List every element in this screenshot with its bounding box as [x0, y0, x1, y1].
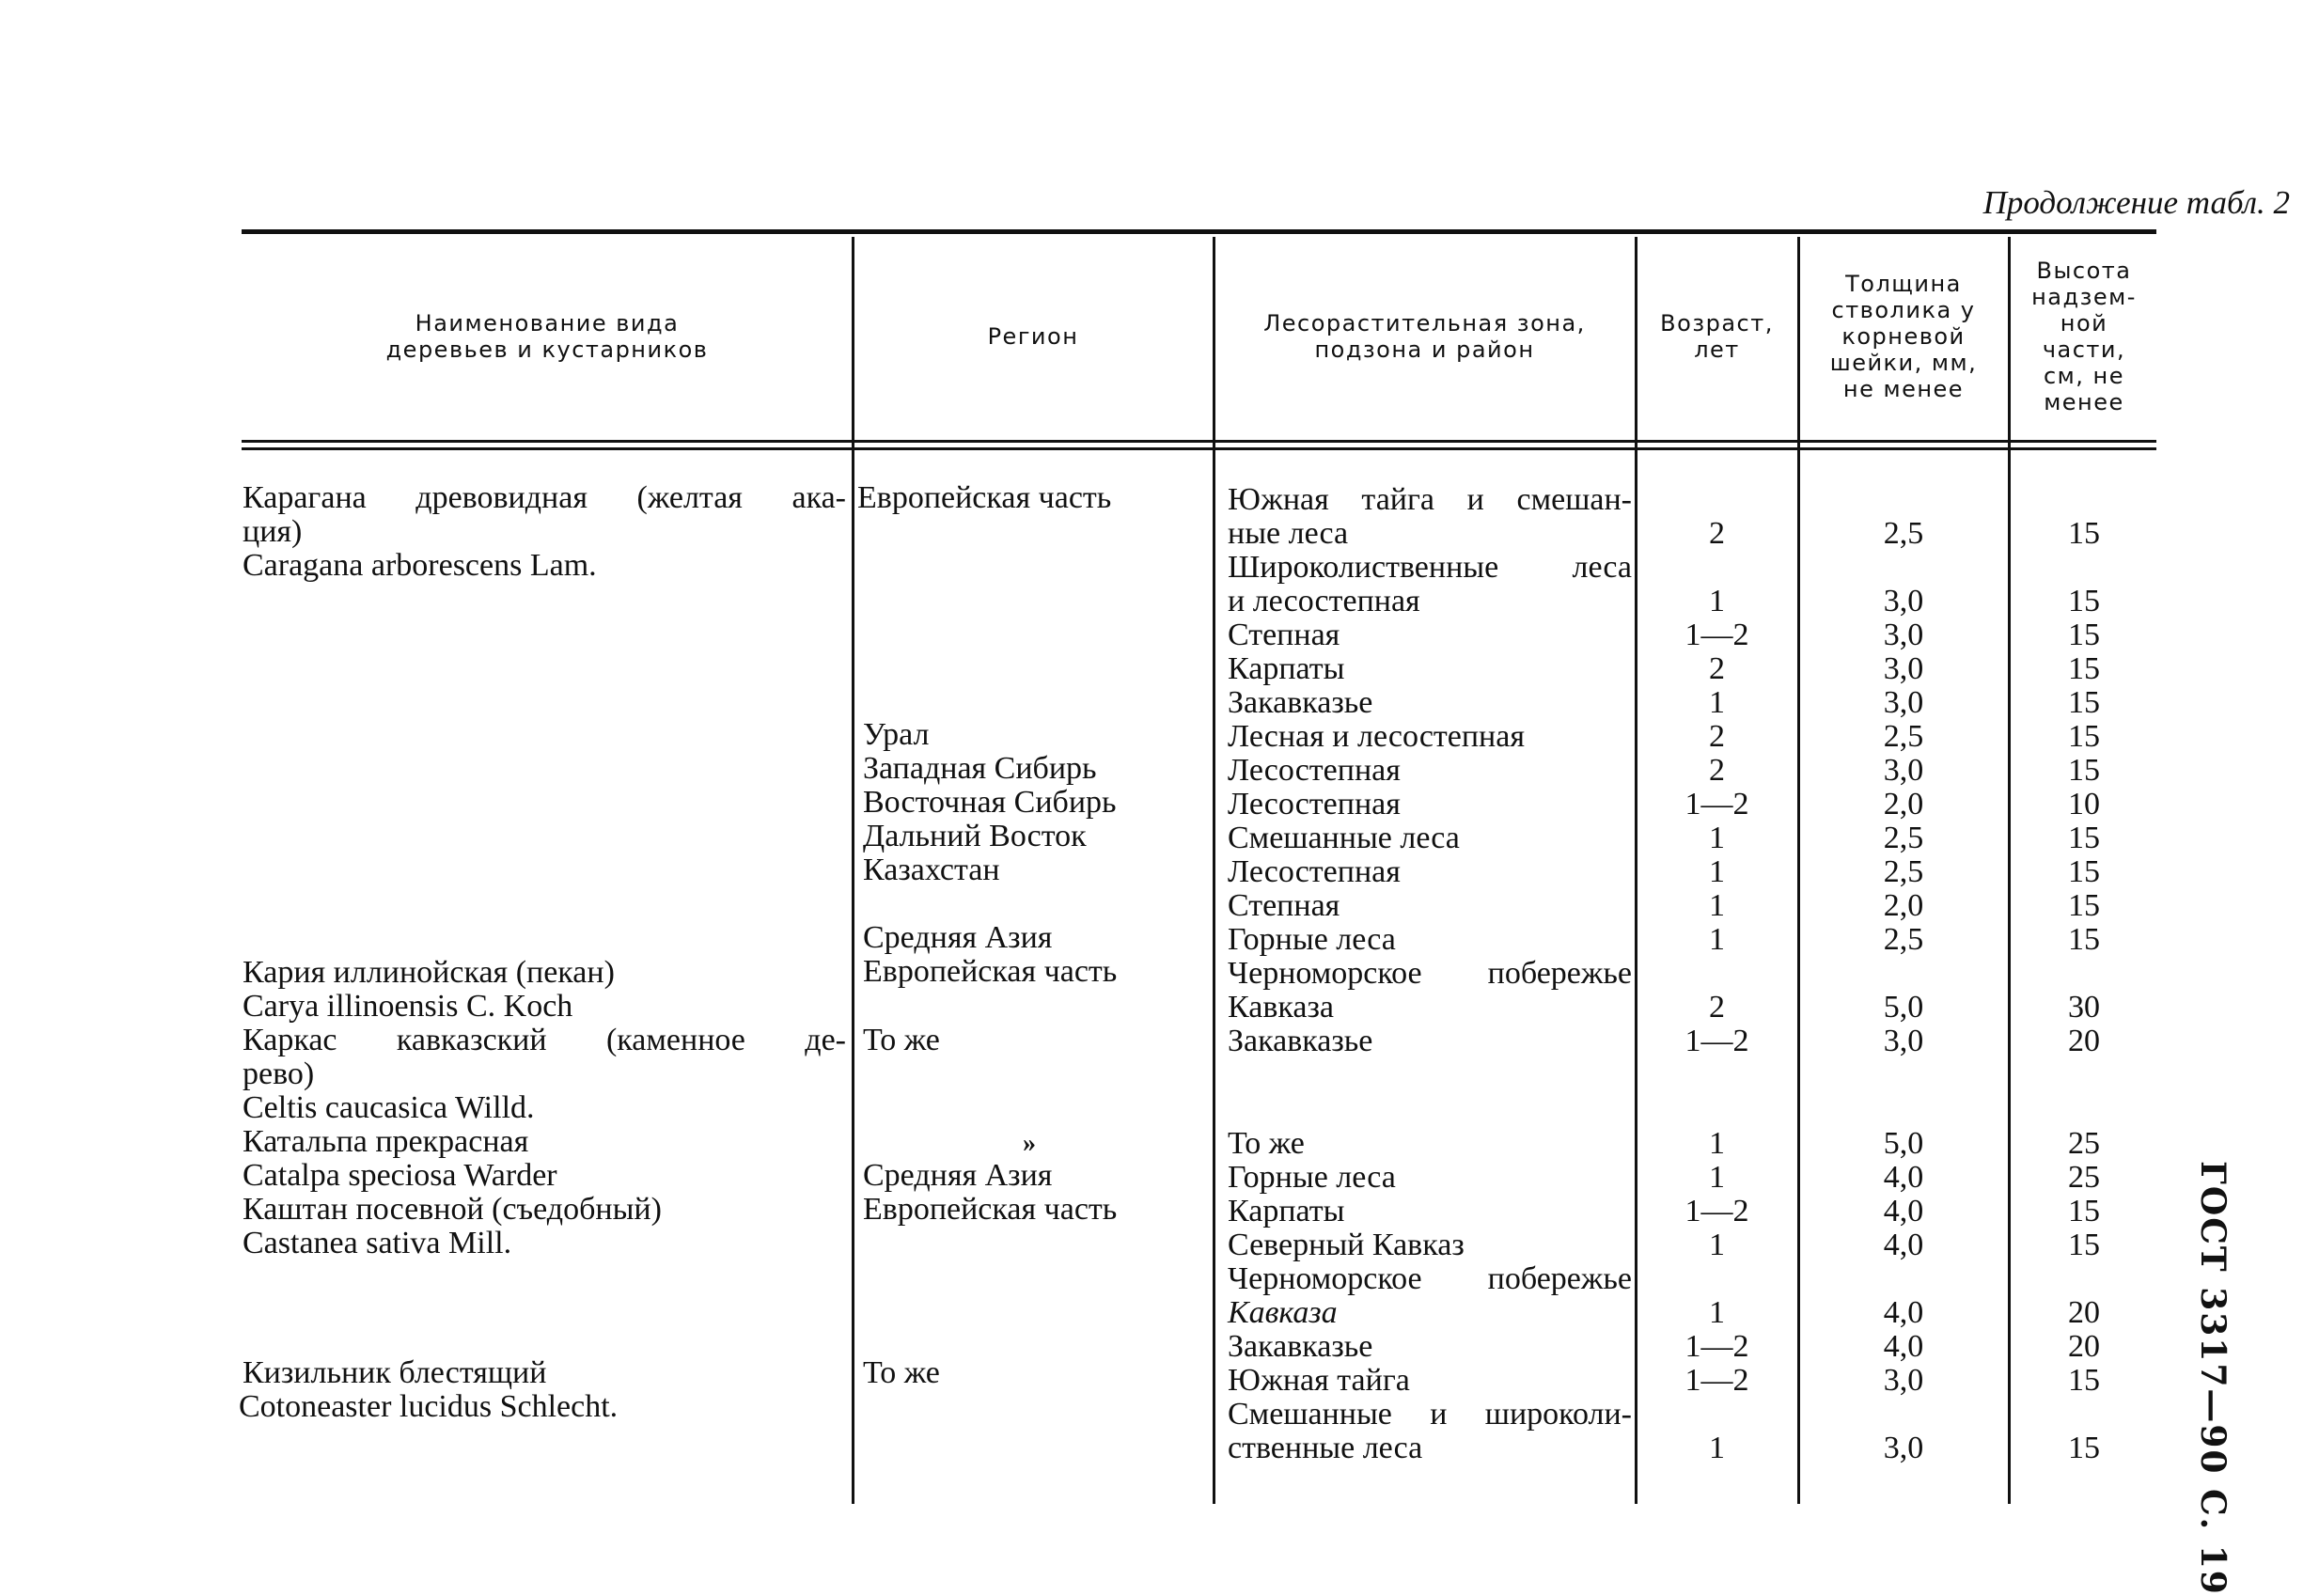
header-zone [1216, 237, 1633, 436]
value-height: 25 [2068, 1160, 2100, 1195]
value-thickness: 3,0 [1883, 1024, 1924, 1058]
zone-line: Лесная и лесостепная [1228, 719, 1525, 754]
col-divider-1 [852, 237, 854, 1504]
value-height: 15 [2068, 854, 2100, 889]
col-divider-3 [1635, 237, 1637, 1504]
value-thickness: 4,0 [1883, 1295, 1924, 1330]
value-thickness: 3,0 [1883, 618, 1924, 652]
header-thickness-line: корневой [1841, 323, 1966, 350]
value-thickness: 3,0 [1883, 651, 1924, 686]
zone-line: Горные леса [1228, 922, 1396, 957]
value-thickness: 2,0 [1883, 787, 1924, 821]
col-divider-2 [1213, 237, 1215, 1504]
value-thickness: 5,0 [1883, 990, 1924, 1025]
value-thickness: 3,0 [1883, 753, 1924, 788]
header-zone-line: подзона и район [1314, 336, 1535, 363]
zone-line: То же [1228, 1126, 1305, 1161]
region-line: Европейская часть [857, 480, 1112, 515]
zone-line: Южная тайга и смешан- [1228, 482, 1632, 517]
species-line: Catalpa speciosa Warder [243, 1158, 557, 1193]
zone-line: и лесостепная [1228, 584, 1420, 618]
value-height: 25 [2068, 1126, 2100, 1161]
value-height: 15 [2068, 651, 2100, 686]
species-line: Каштан посевной (съедобный) [243, 1192, 662, 1227]
value-age: 2 [1709, 990, 1725, 1025]
col-divider-4 [1797, 237, 1800, 1504]
value-age: 1 [1709, 1126, 1725, 1161]
species-line: рево) [243, 1056, 315, 1091]
value-age: 1 [1709, 1431, 1725, 1465]
zone-line: Закавказье [1228, 1329, 1373, 1364]
zone-line: Смешанные и широколи- [1228, 1397, 1632, 1432]
value-height: 10 [2068, 787, 2100, 821]
zone-line: Степная [1228, 888, 1340, 923]
region-line: Восточная Сибирь [863, 785, 1117, 820]
value-thickness: 2,5 [1883, 516, 1924, 551]
header-thickness-line: не менее [1842, 376, 1965, 402]
zone-line: ные леса [1228, 516, 1349, 551]
value-height: 15 [2068, 618, 2100, 652]
value-thickness: 4,0 [1883, 1329, 1924, 1364]
value-thickness: 4,0 [1883, 1228, 1924, 1262]
zone-line: Лесостепная [1228, 753, 1401, 788]
value-height: 15 [2068, 888, 2100, 923]
top-rule [242, 229, 2156, 234]
header-height-line: менее [2044, 389, 2124, 415]
species-line: Cotoneaster lucidus Schlecht. [239, 1389, 619, 1424]
value-thickness: 2,5 [1883, 821, 1924, 855]
region-line: То же [863, 1355, 940, 1390]
zone-line: Закавказье [1228, 1024, 1373, 1058]
value-height: 15 [2068, 1194, 2100, 1228]
value-age: 2 [1709, 651, 1725, 686]
region-line: Дальний Восток [863, 819, 1087, 853]
value-age: 2 [1709, 516, 1725, 551]
value-age: 1 [1709, 1228, 1725, 1262]
value-height: 20 [2068, 1295, 2100, 1330]
region-line: То же [863, 1023, 940, 1057]
header-rule-2 [242, 447, 2156, 450]
value-age: 1 [1709, 888, 1725, 923]
zone-line: Черноморское побережье [1228, 956, 1632, 991]
header-zone-line: Лесорастительная зона, [1263, 310, 1586, 336]
value-age: 1 [1709, 1160, 1725, 1195]
species-line: Caragana arborescens Lam. [243, 548, 597, 583]
zone-line: Северный Кавказ [1228, 1228, 1465, 1262]
zone-line: Южная тайга [1228, 1363, 1410, 1398]
value-height: 15 [2068, 753, 2100, 788]
species-line: ция) [243, 514, 303, 549]
header-age-line: Возраст, [1660, 310, 1774, 336]
header-thickness-line: стволика у [1831, 297, 1976, 323]
zone-line: Карпаты [1228, 1194, 1345, 1228]
header-age [1638, 237, 1795, 436]
value-height: 15 [2068, 719, 2100, 754]
document-code-vertical: ГОСТ 3317—90 С. 19 [2193, 1161, 2233, 1596]
value-thickness: 2,0 [1883, 888, 1924, 923]
value-age: 2 [1709, 753, 1725, 788]
header-height-line: части, [2042, 336, 2126, 363]
value-height: 15 [2068, 516, 2100, 551]
header-species-line: Наименование вида [415, 310, 680, 336]
zone-line: Карпаты [1228, 651, 1345, 686]
value-thickness: 3,0 [1883, 685, 1924, 720]
zone-line: Кавказа [1228, 990, 1334, 1025]
value-thickness: 2,5 [1883, 922, 1924, 957]
value-age: 1—2 [1684, 1194, 1749, 1228]
value-age: 1 [1709, 1295, 1725, 1330]
value-height: 20 [2068, 1024, 2100, 1058]
value-thickness: 2,5 [1883, 854, 1924, 889]
species-line: Castanea sativa Mill. [243, 1226, 512, 1260]
value-age: 1 [1709, 854, 1725, 889]
species-line: Celtis caucasica Willd. [243, 1090, 535, 1125]
region-line: Средняя Азия [863, 920, 1053, 955]
header-species [244, 237, 850, 436]
value-thickness: 3,0 [1883, 1363, 1924, 1398]
header-height-line: Высота [2036, 258, 2132, 284]
value-height: 15 [2068, 922, 2100, 957]
value-height: 15 [2068, 1228, 2100, 1262]
region-line: Казахстан [863, 853, 1000, 887]
value-height: 30 [2068, 990, 2100, 1025]
header-rule-1 [242, 440, 2156, 443]
value-age: 1 [1709, 922, 1725, 957]
zone-line: Лесостепная [1228, 787, 1401, 821]
value-age: 1 [1709, 821, 1725, 855]
zone-line: Черноморское побережье [1228, 1261, 1632, 1296]
value-thickness: 4,0 [1883, 1194, 1924, 1228]
value-thickness: 2,5 [1883, 719, 1924, 754]
header-height-line: ной [2060, 310, 2108, 336]
region-line: Европейская часть [863, 954, 1118, 989]
species-line: Катальпа прекрасная [243, 1124, 529, 1159]
value-height: 15 [2068, 821, 2100, 855]
zone-line: Смешанные леса [1228, 821, 1460, 855]
zone-line: ственные леса [1228, 1431, 1423, 1465]
value-height: 20 [2068, 1329, 2100, 1364]
region-line: Европейская часть [863, 1192, 1118, 1227]
value-height: 15 [2068, 685, 2100, 720]
region-ditto-mark: » [1023, 1129, 1036, 1158]
species-line: Кария иллинойская (пекан) [243, 955, 615, 990]
value-age: 1—2 [1684, 1329, 1749, 1364]
value-height: 15 [2068, 584, 2100, 618]
species-line: Каркас кавказский (каменное де- [243, 1023, 846, 1057]
value-age: 1—2 [1684, 1363, 1749, 1398]
species-line: Карагана древовидная (желтая ака- [243, 480, 846, 515]
header-thickness [1801, 237, 2006, 436]
header-thickness-line: шейки, мм, [1829, 350, 1978, 376]
value-thickness: 4,0 [1883, 1160, 1924, 1195]
value-thickness: 5,0 [1883, 1126, 1924, 1161]
header-region [855, 237, 1211, 436]
zone-line: Горные леса [1228, 1160, 1396, 1195]
header-thickness-line: Толщина [1845, 271, 1962, 297]
table-continuation-caption: Продолжение табл. 2 [1982, 184, 2290, 221]
value-thickness: 3,0 [1883, 1431, 1924, 1465]
value-thickness: 3,0 [1883, 584, 1924, 618]
header-species-line: деревьев и кустарников [385, 336, 709, 363]
region-line: Средняя Азия [863, 1158, 1053, 1193]
value-age: 1 [1709, 685, 1725, 720]
region-line: Западная Сибирь [863, 751, 1097, 786]
col-divider-5 [2008, 237, 2011, 1504]
value-age: 1—2 [1684, 618, 1749, 652]
header-height-line: см, не [2043, 363, 2124, 389]
header-age-line: лет [1694, 336, 1740, 363]
zone-line: Широколиственные леса [1228, 550, 1632, 585]
zone-line: Лесостепная [1228, 854, 1401, 889]
value-age: 1—2 [1684, 787, 1749, 821]
header-region-text: Регион [987, 323, 1079, 350]
zone-line: Кавказа [1228, 1295, 1338, 1330]
value-age: 1 [1709, 584, 1725, 618]
species-line: Кизильник блестящий [243, 1355, 547, 1390]
header-height-line: надзем- [2031, 284, 2137, 310]
zone-line: Закавказье [1228, 685, 1373, 720]
value-age: 1—2 [1684, 1024, 1749, 1058]
zone-line: Степная [1228, 618, 1340, 652]
region-line: Урал [863, 717, 930, 752]
species-line: Carya illinoensis C. Koch [243, 989, 573, 1024]
header-height [2012, 237, 2156, 436]
value-height: 15 [2068, 1363, 2100, 1398]
value-age: 2 [1709, 719, 1725, 754]
value-height: 15 [2068, 1431, 2100, 1465]
